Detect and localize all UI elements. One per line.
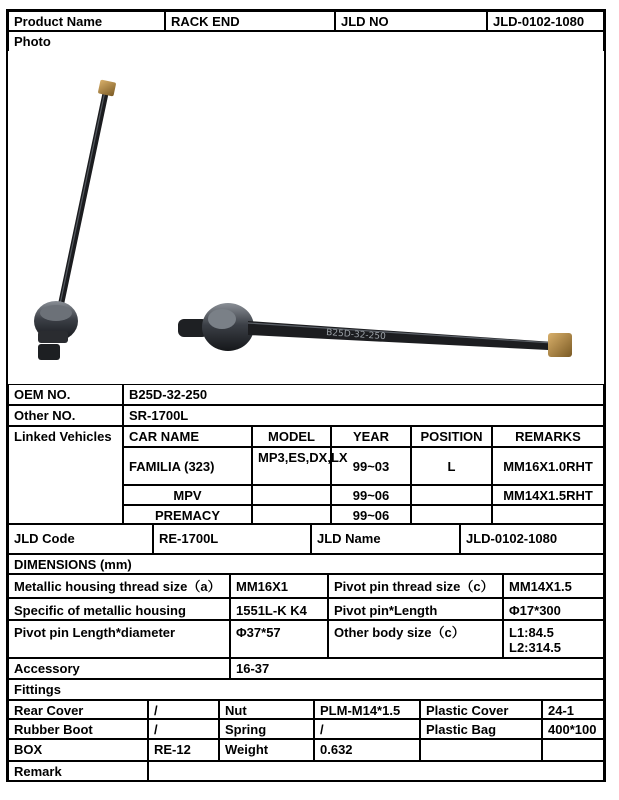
accessory-value: 16-37 (230, 658, 604, 679)
fit-spring-label: Spring (219, 719, 314, 739)
col-position: POSITION (411, 426, 492, 447)
remark-label: Remark (8, 761, 148, 782)
vehicle-row-3-model (252, 505, 331, 524)
vehicle-row-2-year: 99~06 (331, 485, 411, 505)
linked-vehicles-label: Linked Vehicles (8, 426, 123, 524)
jld-no-label: JLD NO (335, 11, 487, 31)
dim-other-body-l1: L1:84.5 (509, 625, 554, 640)
dim-other-body-label: Other body size（c） (328, 620, 503, 658)
rack-end-illustration (8, 51, 604, 384)
product-photo (8, 51, 604, 385)
fit-weight-label: Weight (219, 739, 314, 761)
jld-code-label: JLD Code (8, 524, 153, 554)
dim-pivot-diameter-value: Φ37*57 (230, 620, 328, 658)
oem-label: OEM NO. (8, 384, 123, 405)
part-marking-text: B25D-32-250 (325, 328, 387, 343)
dim-pivot-thread-value: MM14X1.5 (503, 574, 604, 598)
dimensions-title: DIMENSIONS (mm) (8, 554, 604, 574)
vehicle-row-3-position (411, 505, 492, 524)
vehicle-row-2-car: MPV (123, 485, 252, 505)
product-name-label: Product Name (8, 11, 165, 31)
vehicle-row-1-model: MP3,ES,DX,LX (252, 447, 331, 485)
fit-rear-cover-label: Rear Cover (8, 700, 148, 719)
dim-other-body-l2: L2:314.5 (509, 640, 562, 655)
oem-value: B25D-32-250 (123, 384, 604, 405)
fit-rubber-boot-label: Rubber Boot (8, 719, 148, 739)
fit-empty-value (542, 739, 604, 761)
fit-box-label: BOX (8, 739, 148, 761)
dim-housing-thread-value: MM16X1 (230, 574, 328, 598)
fit-plastic-bag-value: 400*100 (542, 719, 604, 739)
vehicle-row-1-remarks: MM16X1.0RHT (492, 447, 604, 485)
product-spec-sheet (6, 9, 606, 782)
fit-weight-value: 0.632 (314, 739, 420, 761)
dim-housing-spec-value: 1551L-K K4 (230, 598, 328, 620)
dim-pivot-length-label: Pivot pin*Length (328, 598, 503, 620)
dim-pivot-length-value: Φ17*300 (503, 598, 604, 620)
jld-name-value: JLD-0102-1080 (460, 524, 604, 554)
fit-plastic-cover-value: 24-1 (542, 700, 604, 719)
dim-pivot-diameter-label: Pivot pin Length*diameter (8, 620, 230, 658)
vehicle-row-1-position: L (411, 447, 492, 485)
photo-label: Photo (8, 31, 604, 51)
tie-rod-horizontal (178, 303, 572, 357)
vehicle-row-3-year: 99~06 (331, 505, 411, 524)
col-model: MODEL (252, 426, 331, 447)
dim-other-body-value (503, 620, 604, 658)
dim-pivot-thread-label: Pivot pin thread size（c） (328, 574, 503, 598)
vehicle-row-1-car: FAMILIA (323) (123, 447, 252, 485)
fit-rubber-boot-value: / (148, 719, 219, 739)
col-year: YEAR (331, 426, 411, 447)
fittings-title: Fittings (8, 679, 604, 700)
fit-plastic-bag-label: Plastic Bag (420, 719, 542, 739)
dim-housing-thread-label: Metallic housing thread size（a） (8, 574, 230, 598)
other-no-label: Other NO. (8, 405, 123, 426)
vehicle-row-1-year: 99~03 (331, 447, 411, 485)
fit-nut-value: PLM-M14*1.5 (314, 700, 420, 719)
remark-value (148, 761, 604, 782)
dim-housing-spec-label: Specific of metallic housing (8, 598, 230, 620)
col-remarks: REMARKS (492, 426, 604, 447)
jld-name-label: JLD Name (311, 524, 460, 554)
vehicle-row-3-remarks (492, 505, 604, 524)
fit-empty-label (420, 739, 542, 761)
fit-box-value: RE-12 (148, 739, 219, 761)
col-car-name: CAR NAME (123, 426, 252, 447)
fit-rear-cover-value: / (148, 700, 219, 719)
fit-nut-label: Nut (219, 700, 314, 719)
fit-spring-value: / (314, 719, 420, 739)
fit-plastic-cover-label: Plastic Cover (420, 700, 542, 719)
vehicle-row-2-position (411, 485, 492, 505)
vehicle-row-3-car: PREMACY (123, 505, 252, 524)
jld-code-value: RE-1700L (153, 524, 311, 554)
product-name-value: RACK END (165, 11, 335, 31)
jld-no-value: JLD-0102-1080 (487, 11, 604, 31)
vehicle-row-2-remarks: MM14X1.5RHT (492, 485, 604, 505)
accessory-label: Accessory (8, 658, 230, 679)
tie-rod-diagonal (34, 79, 116, 360)
other-no-value: SR-1700L (123, 405, 604, 426)
vehicle-row-2-model (252, 485, 331, 505)
